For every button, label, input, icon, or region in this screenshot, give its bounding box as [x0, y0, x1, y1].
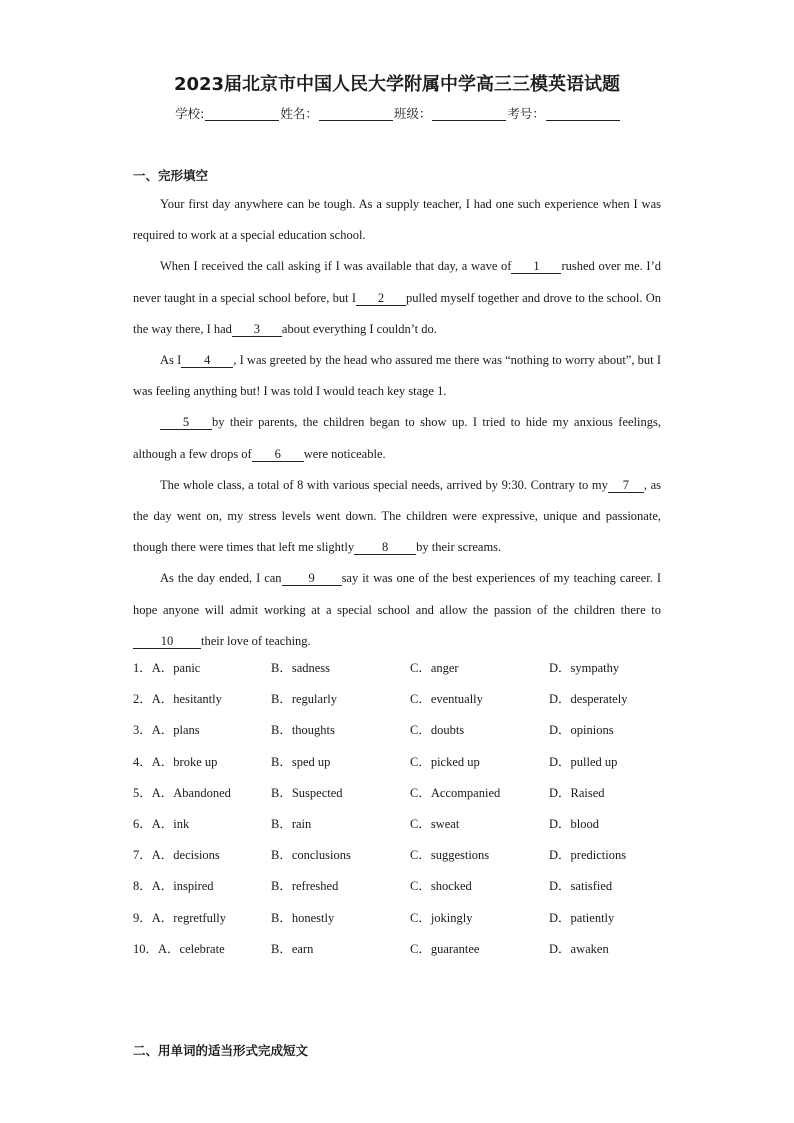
option[interactable]: 4．A．broke up: [133, 754, 218, 769]
option-row: [133, 906, 673, 937]
option[interactable]: D．desperately: [549, 692, 628, 707]
answer-options: [133, 656, 673, 968]
option-row: [133, 718, 673, 749]
option[interactable]: 3．A．plans: [133, 723, 200, 738]
option-row: [133, 687, 673, 718]
option[interactable]: C．doubts: [410, 723, 465, 738]
name-blank[interactable]: [319, 106, 393, 121]
blank-4[interactable]: 4: [181, 353, 233, 368]
option-row: [133, 750, 673, 781]
option[interactable]: 7．A．decisions: [133, 848, 220, 863]
option[interactable]: 2．A．hesitantly: [133, 692, 222, 707]
page-title: 2023届北京市中国人民大学附属中学高三三模英语试题: [173, 74, 621, 95]
blank-6[interactable]: 6: [252, 447, 304, 462]
cloze-passage: [133, 189, 661, 657]
blank-3[interactable]: 3: [232, 322, 282, 337]
option[interactable]: D．sympathy: [549, 661, 620, 675]
option[interactable]: D．Raised: [549, 785, 605, 800]
option[interactable]: 10．A．celebrate: [133, 941, 225, 956]
blank-1[interactable]: 1: [511, 259, 561, 274]
paragraph: The whole class, a total of 8 with various special needs, arrived by 9:30. Contrary to my 7 , as the day went on, my stress levels went down. The children were expressive, unique and passionate, though there were times that left me slightly 8 by their screams.: [133, 477, 661, 555]
school-blank[interactable]: [205, 106, 279, 121]
option[interactable]: D．predictions: [549, 848, 627, 863]
paragraph: Your first day anywhere can be tough. As a supply teacher, I had one such experience when I was required to work at a special education school.: [133, 197, 661, 243]
blank-5[interactable]: 5: [160, 415, 212, 430]
option[interactable]: C．eventually: [410, 692, 483, 707]
class-blank[interactable]: [432, 106, 506, 121]
option[interactable]: B．regularly: [271, 692, 337, 707]
option-row: [133, 781, 673, 812]
option-row: [133, 656, 673, 687]
option[interactable]: B．sped up: [271, 754, 331, 769]
option[interactable]: B．thoughts: [271, 723, 335, 738]
option[interactable]: B．Suspected: [271, 785, 343, 800]
class-label: 班级：: [393, 106, 432, 121]
option[interactable]: B．honestly: [271, 910, 335, 925]
option[interactable]: D．awaken: [549, 941, 609, 956]
option[interactable]: C．picked up: [410, 754, 480, 769]
id-blank[interactable]: [546, 106, 620, 121]
paragraph: As I 4 , I was greeted by the head who assured me there was “nothing to worry about”, but I was feeling anything but! I was told I would teach key stage 1.: [133, 353, 661, 399]
option[interactable]: B．conclusions: [271, 848, 351, 863]
option[interactable]: D．opinions: [549, 723, 614, 738]
option[interactable]: B．earn: [271, 941, 314, 956]
blank-2[interactable]: 2: [356, 291, 406, 306]
option[interactable]: C．jokingly: [410, 910, 473, 925]
paragraph: 5 by their parents, the children began to show up. I tried to hide my anxious feelings, although a few drops of 6 were noticeable.: [133, 415, 661, 461]
option-row: [133, 843, 673, 874]
blank-9[interactable]: 9: [282, 571, 342, 586]
option[interactable]: D．satisfied: [549, 879, 613, 894]
option[interactable]: B．sadness: [271, 661, 331, 675]
option[interactable]: D．pulled up: [549, 754, 618, 769]
option[interactable]: C．guarantee: [410, 941, 480, 956]
option[interactable]: 8．A．inspired: [133, 879, 214, 894]
blank-10[interactable]: 10: [133, 634, 201, 649]
option[interactable]: 9．A．regretfully: [133, 910, 227, 925]
option-row: [133, 937, 673, 968]
option[interactable]: C．sweat: [410, 816, 460, 831]
option[interactable]: 6．A．ink: [133, 816, 190, 831]
school-label: 学校:: [175, 106, 205, 121]
paragraph: As the day ended, I can 9 say it was one of the best experiences of my teaching career. I hope anyone will admit working at a special school and allow the passion of the children there to10 their love of teaching.: [133, 571, 661, 648]
option[interactable]: C．anger: [410, 661, 459, 675]
section-heading-word-forms: 二、用单词的适当形式完成短文: [133, 1043, 309, 1058]
blank-8[interactable]: 8: [354, 540, 416, 555]
option[interactable]: C．suggestions: [410, 848, 490, 863]
option[interactable]: D．blood: [549, 816, 600, 831]
name-label: 姓名：: [280, 106, 318, 121]
option[interactable]: 1．A．panic: [133, 661, 201, 675]
blank-7[interactable]: 7: [608, 478, 644, 493]
option[interactable]: D．patiently: [549, 910, 615, 925]
id-label: 考号：: [507, 106, 545, 121]
option[interactable]: C．Accompanied: [410, 785, 501, 800]
option[interactable]: B．refreshed: [271, 879, 339, 894]
section-heading-cloze: 一、完形填空: [133, 168, 209, 183]
option-row: [133, 812, 673, 843]
student-info-line: [0, 104, 794, 122]
option[interactable]: B．rain: [271, 816, 312, 831]
option[interactable]: 5．A．Abandoned: [133, 785, 231, 800]
option-row: [133, 874, 673, 905]
option[interactable]: C．shocked: [410, 879, 472, 894]
paragraph: When I received the call asking if I was available that day, a wave of 1 rushed over me. I’d never taught in a special school before, but I 2 pulled myself together and drove to the school. On the way there, I had 3 about everything I couldn’t do.: [133, 259, 661, 336]
